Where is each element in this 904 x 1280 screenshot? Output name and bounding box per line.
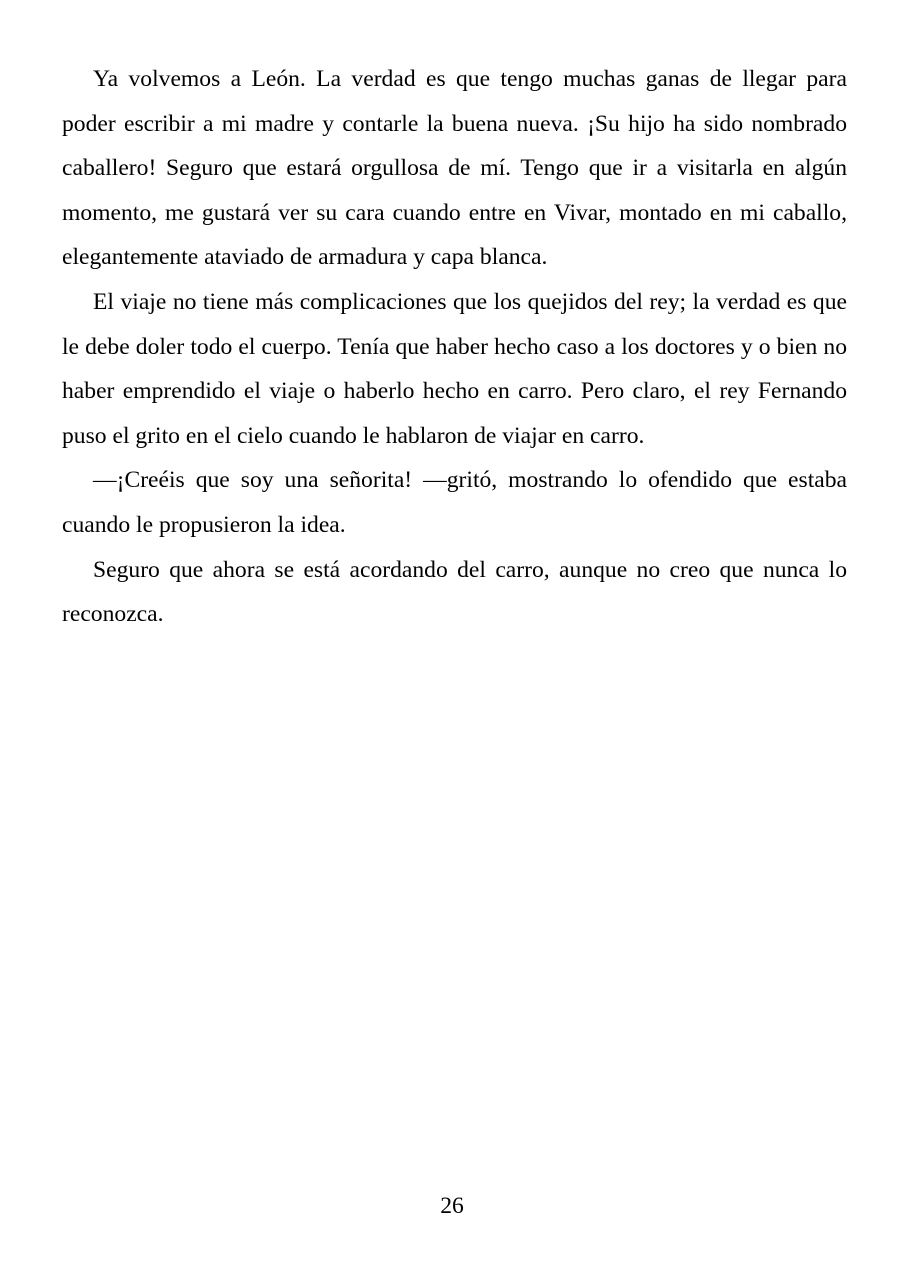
paragraph-4: Seguro que ahora se está acordando del carro, aunque no creo que nunca lo reconozca.: [62, 556, 847, 628]
paragraph-2: El viaje no tiene más complicaciones que los quejidos del rey; la verdad es que le debe doler todo el cuerpo. Tenía que haber hecho caso a los doctores y o bien no haber emprendido el viaje o haberlo hecho en carro. Pero claro, el rey Fernando puso el grito en el cielo cuando le hablaron de viajar en carro.: [62, 288, 847, 449]
page-number: 26: [440, 1193, 464, 1219]
text-body: [62, 57, 847, 637]
paragraph-3-dialogue: —¡Creéis que soy una señorita! —gritó, mostrando lo ofendido que estaba cuando le propusieron la idea.: [62, 467, 847, 538]
paragraph-1: Ya volvemos a León. La verdad es que tengo muchas ganas de llegar para poder escribir a mi madre y contarle la buena nueva. ¡Su hijo ha sido nombrado caballero! Seguro que estará orgullosa de mí. Tengo que ir a visitarla en algún momento, me gustará ver su cara cuando entre en Vivar, montado en mi caballo, elegantemente ataviado de armadura y capa blanca.: [62, 66, 847, 271]
